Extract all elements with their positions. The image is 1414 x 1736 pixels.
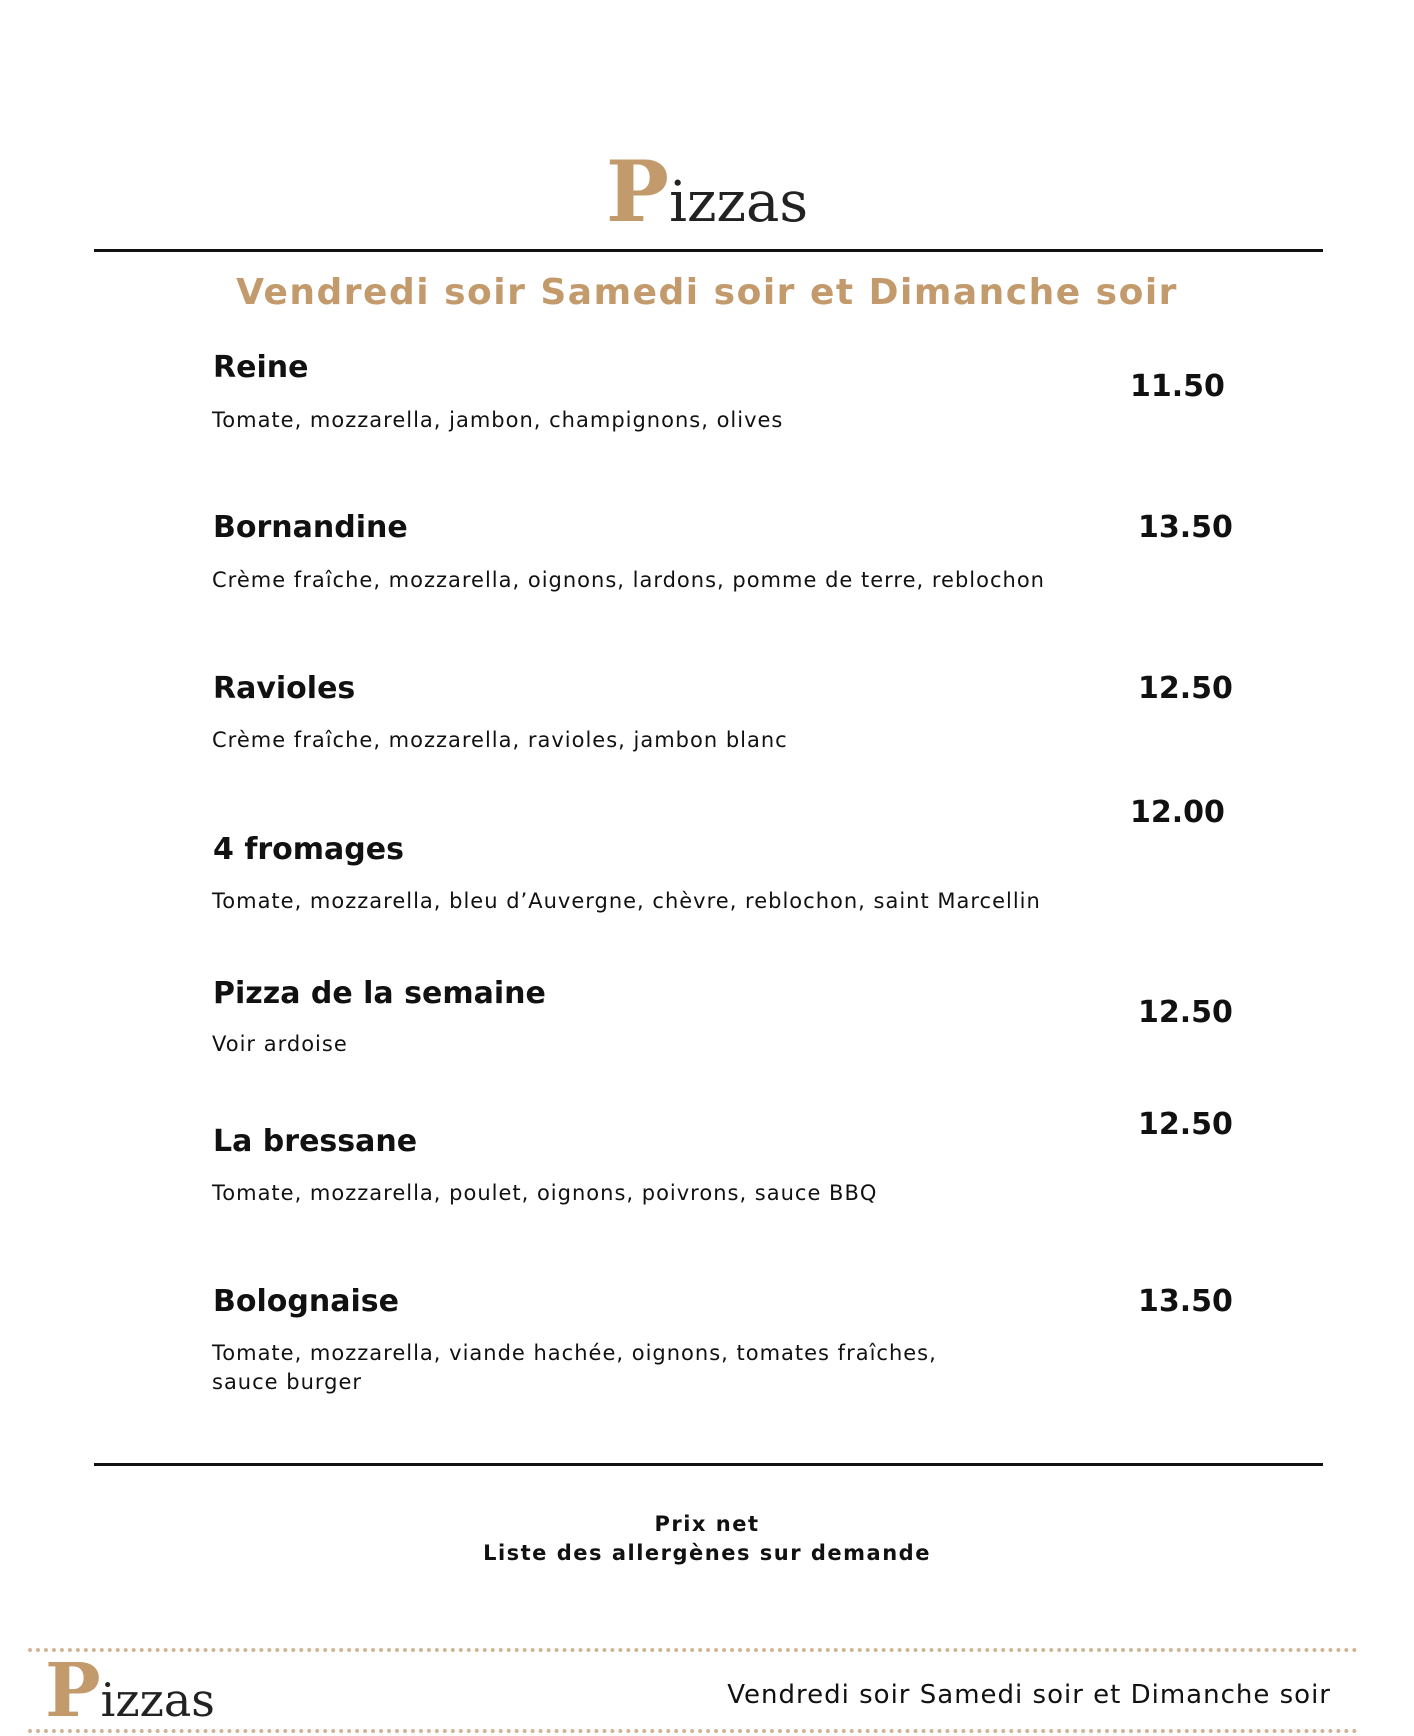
- item-price-pizza-de-la-semaine: 12.50: [1138, 995, 1233, 1030]
- item-price-4-fromages: 12.00: [1130, 795, 1225, 830]
- item-name-la-bressane: La bressane: [213, 1124, 418, 1159]
- footer-title-initial: P: [45, 1648, 101, 1734]
- top-divider: [94, 249, 1323, 252]
- item-price-ravioles: 12.50: [1138, 671, 1233, 706]
- item-price-reine: 11.50: [1130, 369, 1225, 404]
- menu-subtitle: Vendredi soir Samedi soir et Dimanche soir: [236, 272, 1178, 313]
- item-description-pizza-de-la-semaine: Voir ardoise: [212, 1032, 348, 1056]
- item-description-reine: Tomate, mozzarella, jambon, champignons, olives: [212, 408, 784, 432]
- item-name-bornandine: Bornandine: [213, 510, 408, 545]
- item-name-bolognaise: Bolognaise: [213, 1284, 399, 1319]
- bottom-divider: [94, 1463, 1323, 1466]
- net-price-note: Prix net: [654, 1512, 760, 1536]
- item-name-reine: Reine: [213, 350, 309, 385]
- item-description-bolognaise: Tomate, mozzarella, viande hachée, oignons, tomates fraîches, sauce burger: [212, 1341, 937, 1394]
- menu-title: [0, 142, 1414, 241]
- item-name-4-fromages: 4 fromages: [213, 832, 404, 867]
- item-price-la-bressane: 12.50: [1138, 1107, 1233, 1142]
- item-description-ravioles: Crème fraîche, mozzarella, ravioles, jambon blanc: [212, 728, 788, 752]
- item-name-pizza-de-la-semaine: Pizza de la semaine: [213, 976, 546, 1011]
- footer-title-rest: izzas: [100, 1673, 215, 1727]
- footer-top-dotted-divider: [28, 1648, 1358, 1652]
- footer-subtitle: Vendredi soir Samedi soir et Dimanche soir: [727, 1680, 1331, 1710]
- allergen-note: Liste des allergènes sur demande: [483, 1541, 931, 1565]
- footer-title: [45, 1648, 215, 1734]
- item-price-bornandine: 13.50: [1138, 510, 1233, 545]
- item-description-la-bressane: Tomate, mozzarella, poulet, oignons, poivrons, sauce BBQ: [212, 1181, 878, 1205]
- item-price-bolognaise: 13.50: [1138, 1284, 1233, 1319]
- item-name-ravioles: Ravioles: [213, 671, 356, 706]
- item-description-bornandine: Crème fraîche, mozzarella, oignons, lardons, pomme de terre, reblochon: [212, 568, 1045, 592]
- menu-title-rest: izzas: [669, 170, 809, 235]
- item-description-4-fromages: Tomate, mozzarella, bleu d’Auvergne, chèvre, reblochon, saint Marcellin: [212, 889, 1041, 913]
- footer-bottom-dotted-divider: [28, 1729, 1358, 1733]
- menu-title-initial: P: [605, 142, 670, 241]
